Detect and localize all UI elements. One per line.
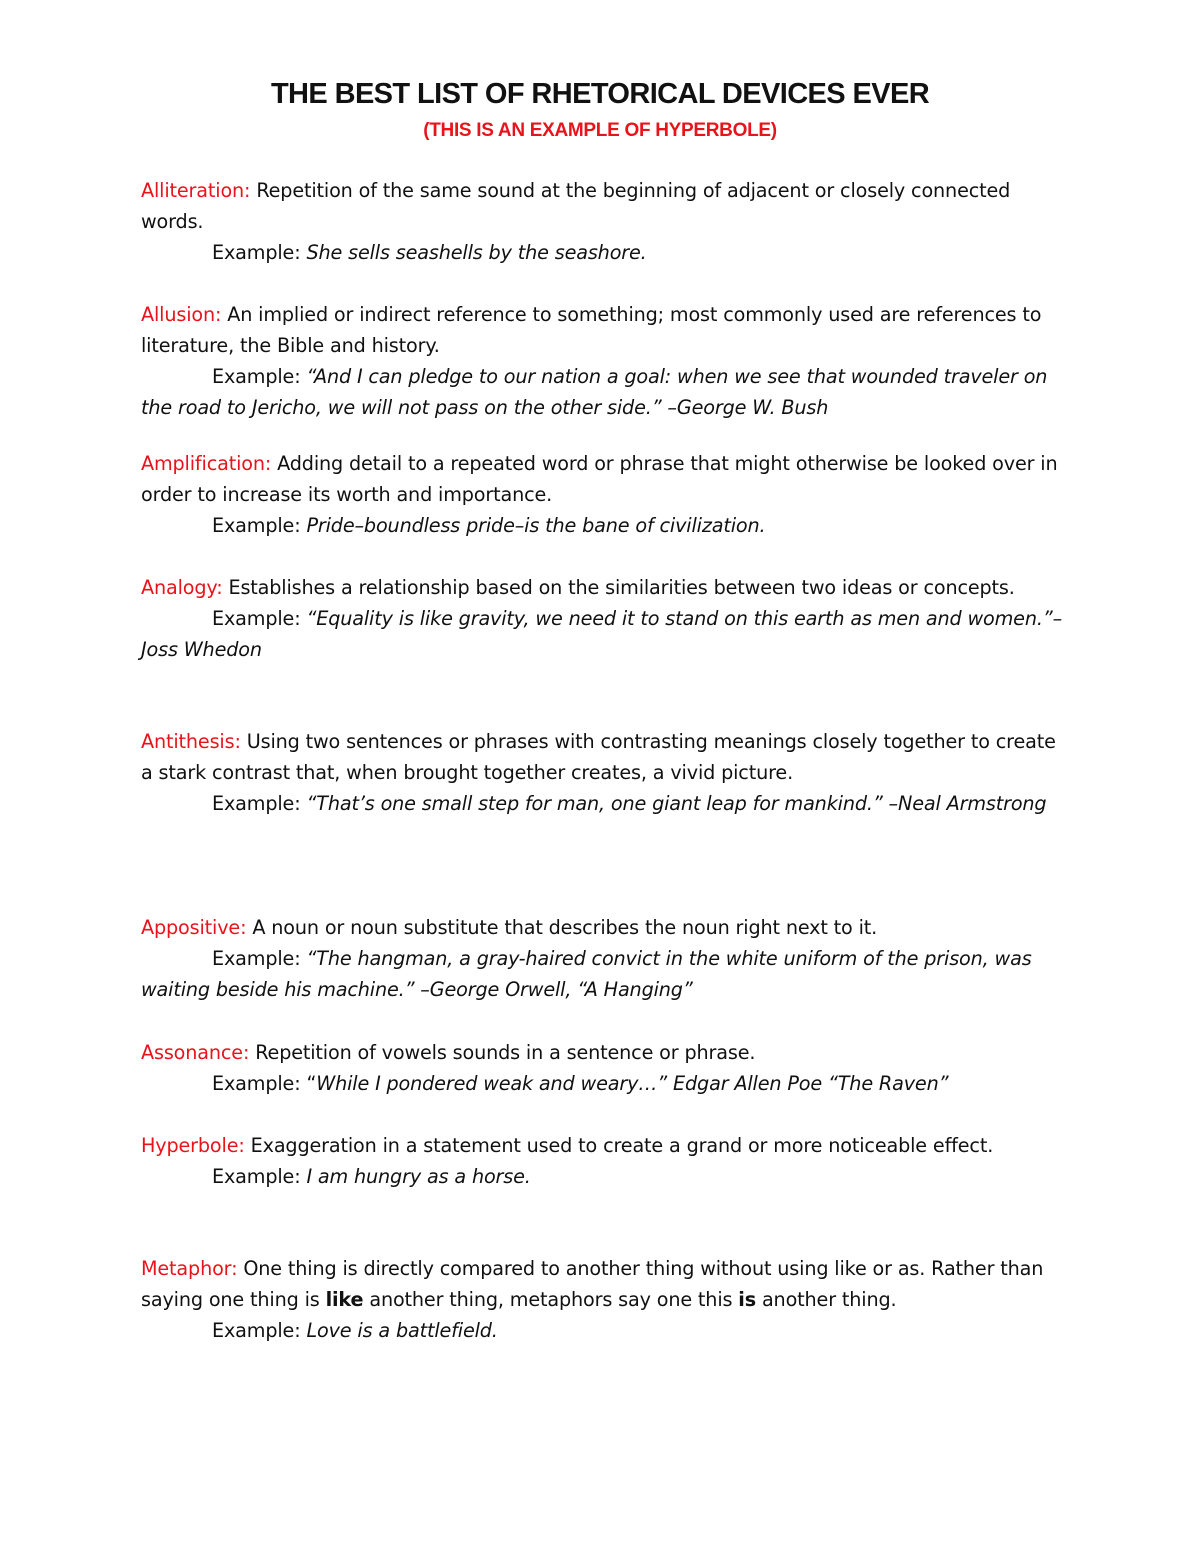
example-text: Love is a battlefield. — [306, 1319, 498, 1342]
term-label: Hyperbole: — [141, 1134, 245, 1157]
example-label: Example: — [212, 607, 307, 630]
definition — [141, 299, 1071, 361]
term-label: Antithesis: — [141, 730, 241, 753]
term-label: Appositive: — [141, 916, 247, 939]
example-line — [141, 1068, 1071, 1099]
example-label: Example: — [212, 792, 307, 815]
definition-text: Repetition of vowels sounds in a sentence or phrase. — [249, 1041, 756, 1064]
example-text: “The hangman, a gray-haired convict in the white uniform of the prison, was waiting beside his machine.” –George Orwell, “A Hanging” — [141, 947, 1032, 1001]
definition-text: Exaggeration in a statement used to create a grand or more noticeable effect. — [244, 1134, 994, 1157]
entry-hyperbole — [141, 1130, 1071, 1192]
example-line — [141, 1161, 1071, 1192]
example-text: “And I can pledge to our nation a goal: when we see that wounded traveler on the road to Jericho, we will not pass on the other side.” –George W. Bush — [141, 365, 1048, 419]
example-text: Pride–boundless pride–is the bane of civilization. — [306, 514, 766, 537]
example-text: She sells seashells by the seashore. — [306, 241, 647, 264]
definition — [141, 175, 1071, 237]
definition-text: another thing. — [756, 1288, 897, 1311]
example-text: “Equality is like gravity, we need it to stand on this earth as men and women.”–Joss Whedon — [141, 607, 1063, 661]
entry-antithesis — [141, 726, 1071, 819]
example-text: “That’s one small step for man, one giant leap for mankind.” –Neal Armstrong — [306, 792, 1047, 815]
example-line — [141, 510, 1071, 541]
example-line — [141, 237, 1071, 268]
example-text: While I pondered weak and weary…” Edgar Allen Poe “The Raven” — [316, 1072, 949, 1095]
example-line — [141, 788, 1071, 819]
entry-amplification — [141, 448, 1071, 541]
definition — [141, 572, 1071, 603]
example-label: Example: — [212, 241, 307, 264]
definition-text: One thing is directly compared to another thing without using like or as. Rather than saying one thing is — [141, 1257, 1044, 1311]
example-label: Example: — [212, 947, 307, 970]
example-line — [141, 1315, 1071, 1346]
definition-text: another thing, metaphors say one this — [363, 1288, 739, 1311]
definition-text: A noun or noun substitute that describes the noun right next to it. — [246, 916, 878, 939]
entry-assonance — [141, 1037, 1071, 1099]
definition — [141, 1253, 1071, 1315]
definition-text: Using two sentences or phrases with contrasting meanings closely together to create a stark contrast that, when brought together creates, a vivid picture. — [141, 730, 1056, 784]
definition — [141, 912, 1071, 943]
definition — [141, 726, 1071, 788]
term-label: Assonance: — [141, 1041, 250, 1064]
definition-text: Establishes a relationship based on the similarities between two ideas or concepts. — [222, 576, 1015, 599]
entry-alliteration — [141, 175, 1071, 268]
example-label: Example: — [212, 1319, 307, 1342]
term-label: Analogy: — [141, 576, 223, 599]
page-subtitle: (THIS IS AN EXAMPLE OF HYPERBOLE) — [423, 120, 777, 141]
example-label: Example: — [212, 514, 307, 537]
term-label: Amplification: — [141, 452, 272, 475]
example-line — [141, 603, 1071, 665]
definition-text: Repetition of the same sound at the beginning of adjacent or closely connected words. — [141, 179, 1011, 233]
term-label: Alliteration: — [141, 179, 251, 202]
example-label: Example: — [212, 365, 307, 388]
definition-text: Adding detail to a repeated word or phrase that might otherwise be looked over in order to increase its worth and importance. — [141, 452, 1058, 506]
example-line — [141, 361, 1071, 423]
example-line — [141, 943, 1071, 1005]
example-label: Example: — [212, 1072, 307, 1095]
term-label: Allusion: — [141, 303, 222, 326]
emphasis-like: like — [325, 1288, 364, 1311]
example-open-quote: “ — [306, 1072, 317, 1095]
entry-analogy — [141, 572, 1071, 665]
entry-metaphor — [141, 1253, 1071, 1346]
example-text: I am hungry as a horse. — [306, 1165, 531, 1188]
term-label: Metaphor: — [141, 1257, 238, 1280]
definition — [141, 1037, 1071, 1068]
entry-appositive — [141, 912, 1071, 1005]
emphasis-is: is — [738, 1288, 756, 1311]
entry-allusion — [141, 299, 1071, 423]
definition-text: An implied or indirect reference to something; most commonly used are references to literature, the Bible and history. — [141, 303, 1042, 357]
example-label: Example: — [212, 1165, 307, 1188]
page-title: THE BEST LIST OF RHETORICAL DEVICES EVER — [270, 78, 930, 110]
definition — [141, 448, 1071, 510]
definition — [141, 1130, 1071, 1161]
